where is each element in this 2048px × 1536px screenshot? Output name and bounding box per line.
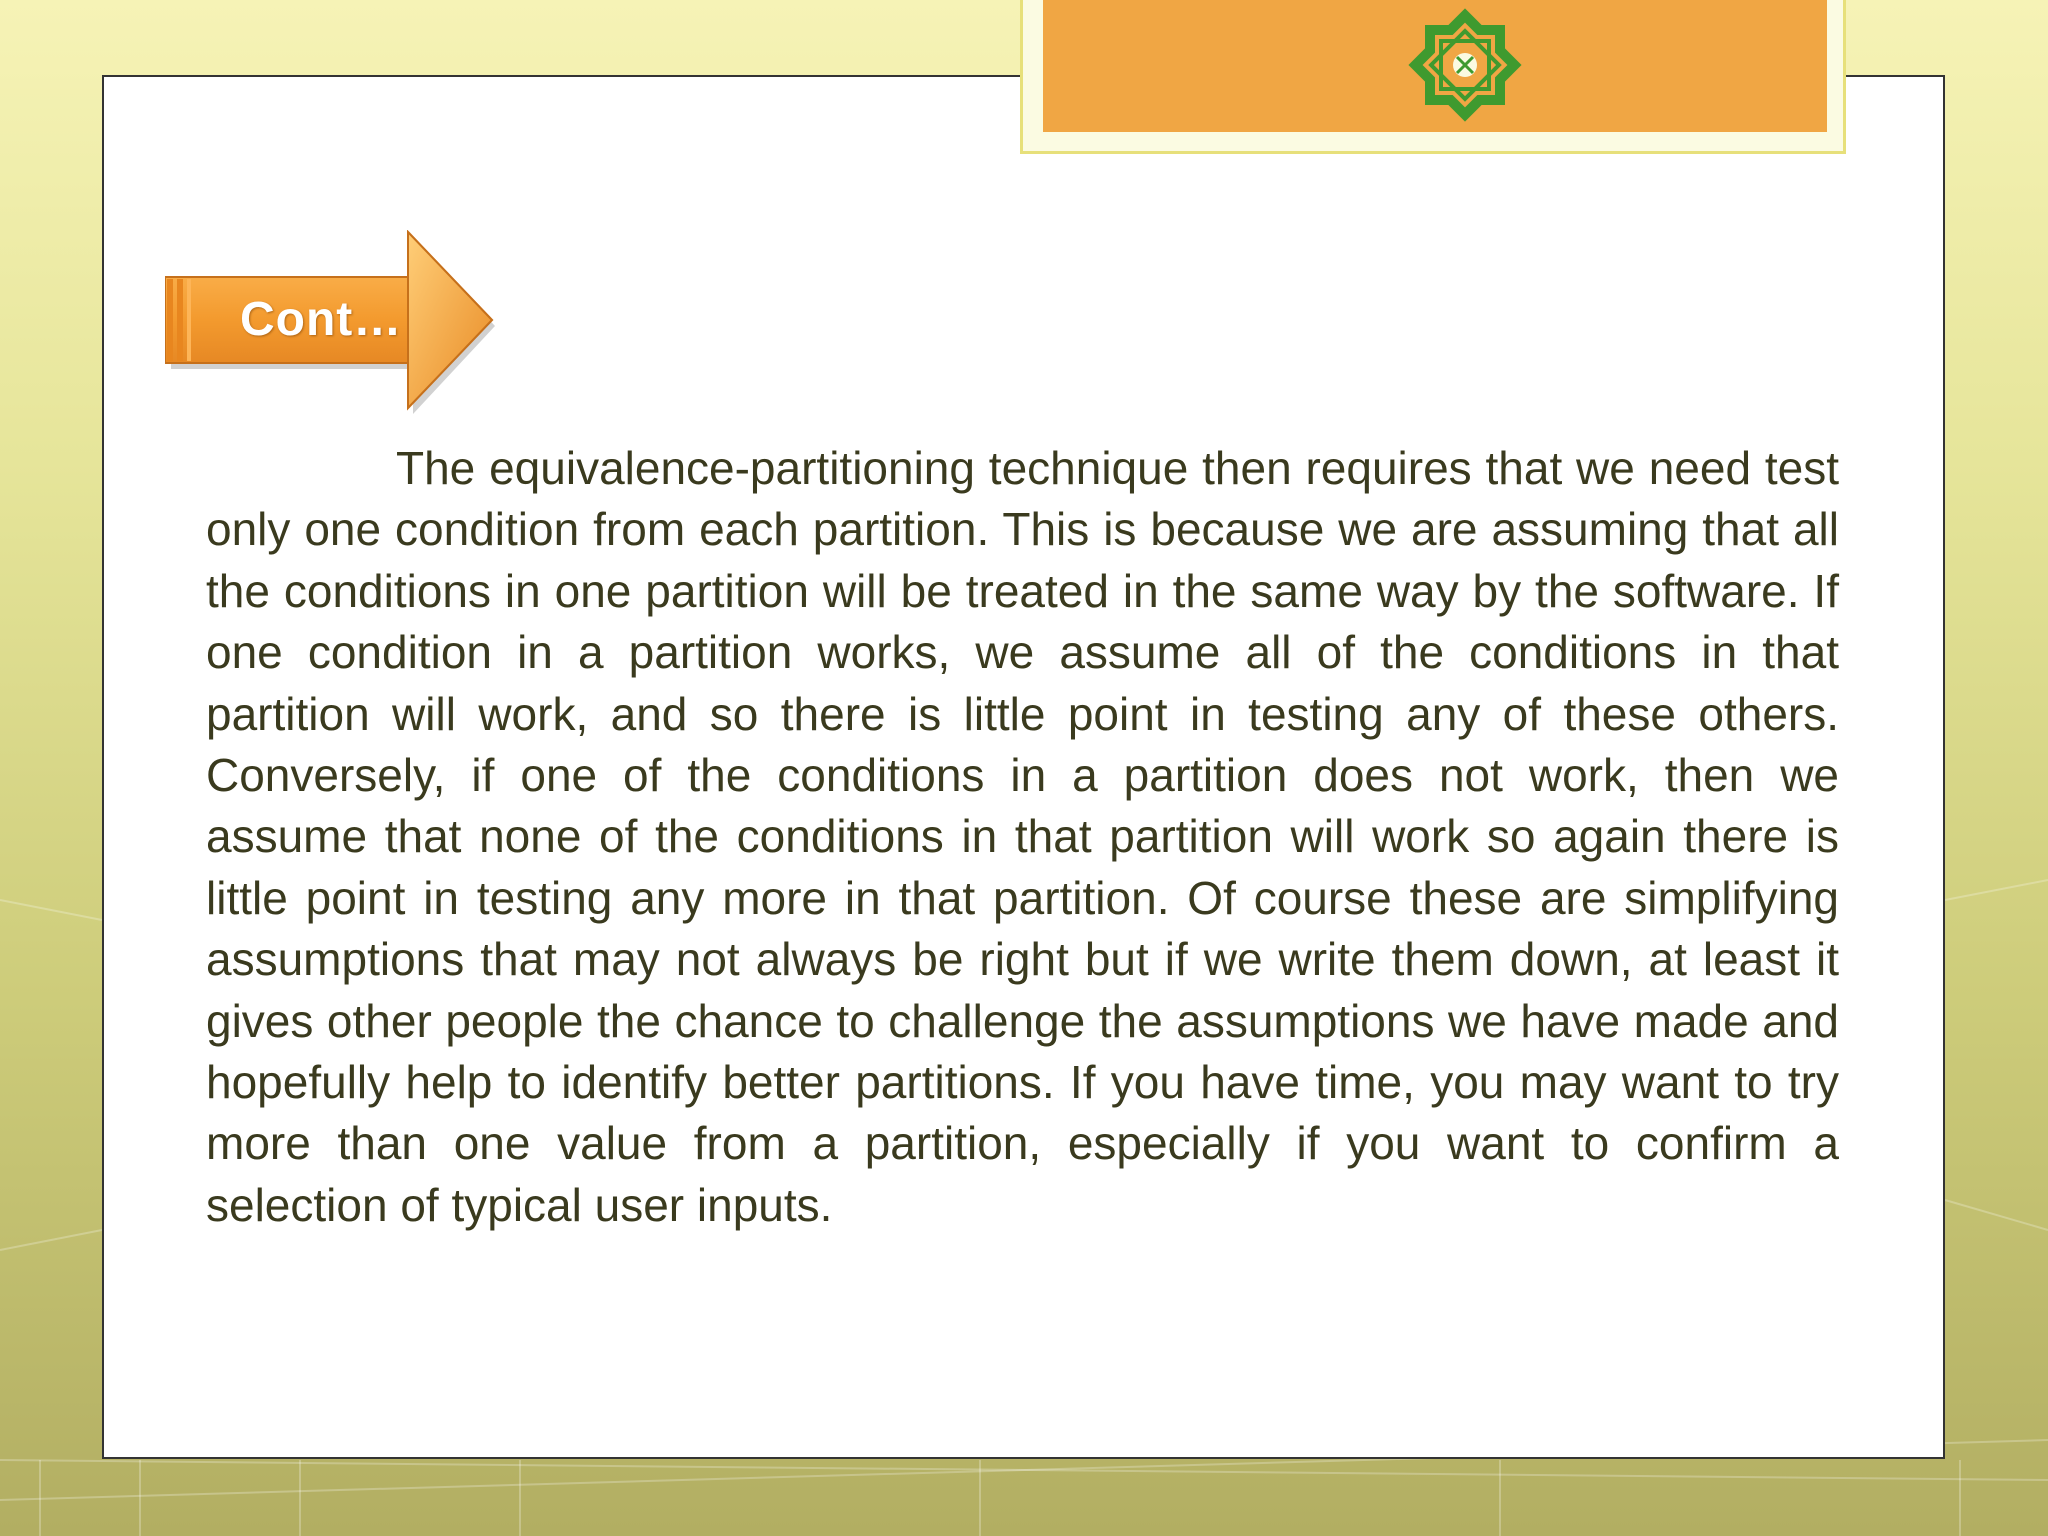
eight-point-star-emblem-icon	[1406, 6, 1524, 124]
slide-heading: Cont…	[240, 293, 403, 346]
logo-banner	[1043, 0, 1827, 132]
body-paragraph: The equivalence-partitioning technique then requires that we need test only one condition from each partition. This is because we are assuming that all the conditions in one partition will be treated in the same way by the software. If one condition in a partition works, we assume all of the conditions in that partition will work, and so there is little point in testing any of these others. Conversely, if one of the conditions in a partition does not work, then we assume that none of the conditions in that partition will work so again there is little point in testing any more in that partition. Of course these are simplifying assumptions that may not always be right but if we write them down, at least it gives other people the chance to challenge the assumptions we have made and hopefully help to identify better partitions. If you have time, you may want to try more than one value from a partition, especially if you want to confirm a selection of typical user inputs.	[206, 442, 1839, 1231]
logo-frame	[1020, 0, 1846, 154]
cont-arrow-heading	[165, 230, 505, 415]
